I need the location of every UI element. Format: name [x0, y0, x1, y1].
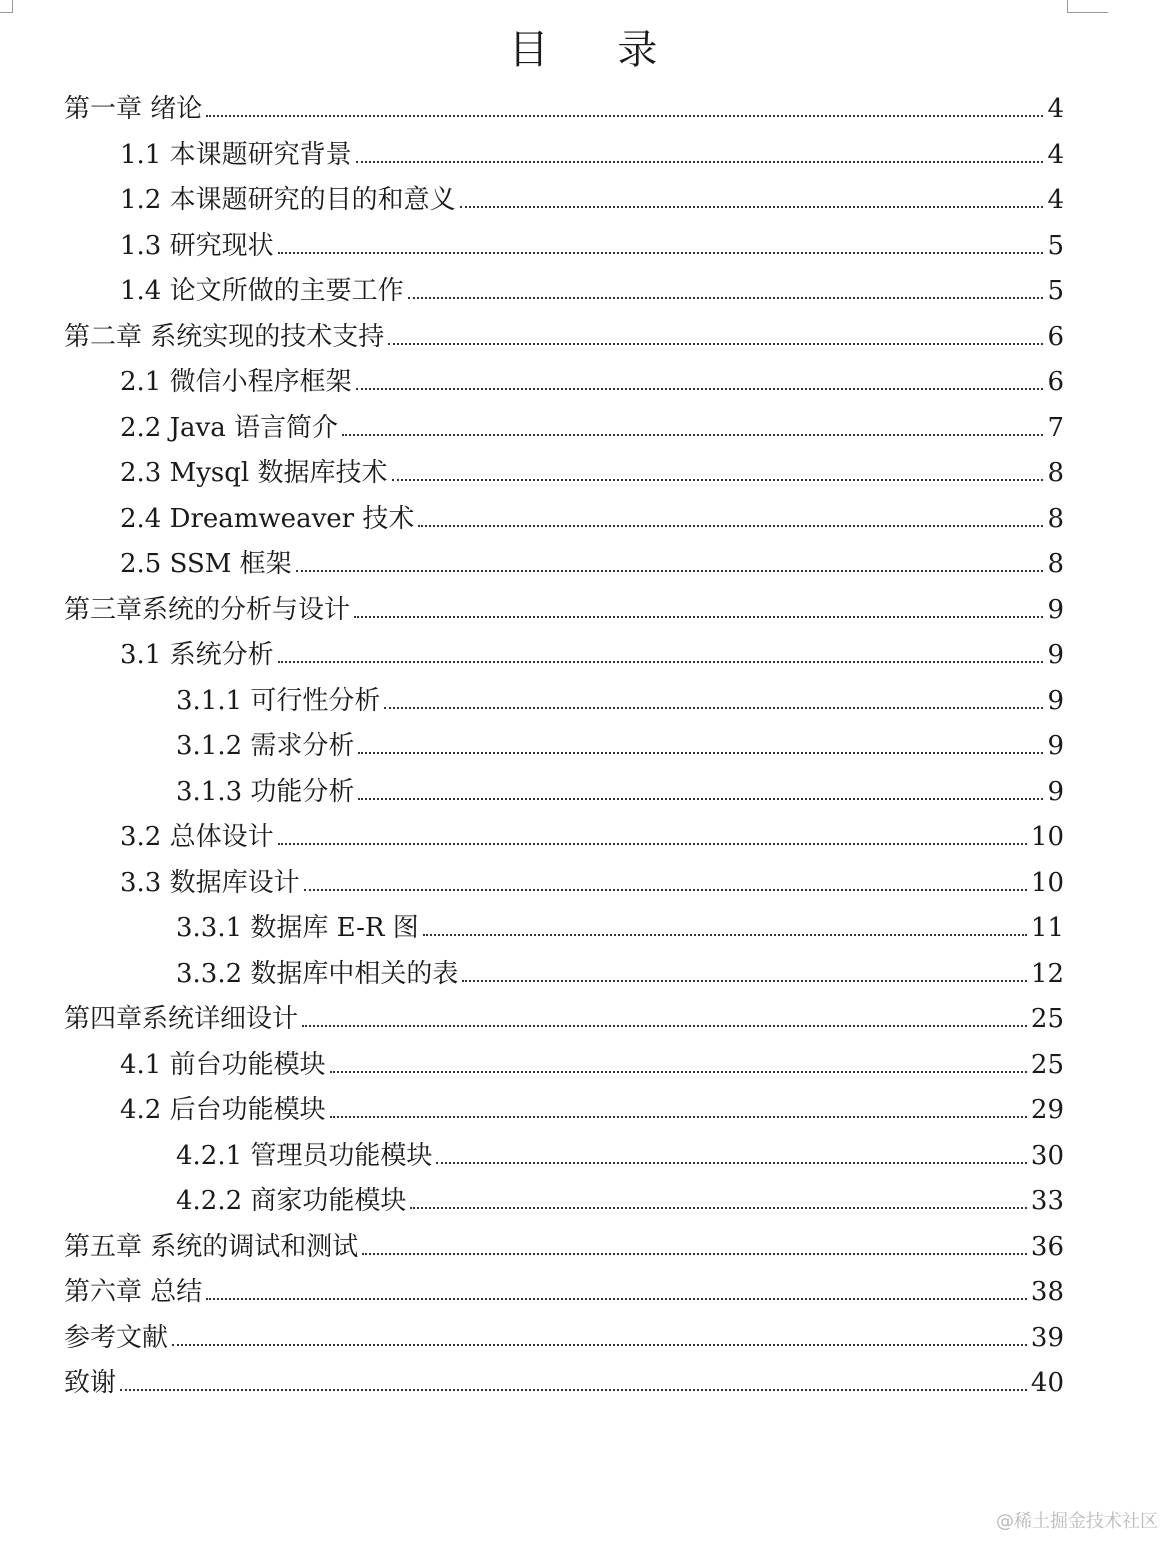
toc-entry[interactable]	[120, 491, 1064, 535]
toc-dot-leader	[356, 160, 1044, 163]
toc-dot-leader	[342, 433, 1043, 436]
toc-entry-label: 2.4 Dreamweaver 技术	[120, 503, 415, 534]
toc-entry-page-number: 33	[1030, 1186, 1064, 1216]
toc-entry[interactable]	[64, 81, 1064, 125]
toc-entry-page-number: 9	[1047, 640, 1064, 670]
toc-dot-leader	[460, 205, 1044, 208]
toc-entry[interactable]	[120, 855, 1064, 899]
page-corner-mark-right	[1067, 0, 1108, 13]
toc-entry[interactable]	[120, 400, 1064, 444]
toc-entry-label: 4.2 后台功能模块	[120, 1095, 326, 1125]
toc-entry[interactable]	[176, 1173, 1064, 1217]
toc-entry[interactable]	[120, 354, 1064, 398]
toc-entry-label: 4.2.2 商家功能模块	[176, 1186, 407, 1216]
toc-entry-page-number: 40	[1030, 1368, 1064, 1398]
toc-dot-leader	[388, 342, 1043, 345]
toc-entry[interactable]	[176, 1128, 1064, 1172]
toc-entry[interactable]	[120, 172, 1064, 216]
toc-entry-label: 3.1.2 需求分析	[176, 731, 355, 761]
toc-dot-leader	[358, 797, 1043, 800]
toc-entry[interactable]	[120, 536, 1064, 580]
toc-entry[interactable]	[64, 1264, 1064, 1308]
toc-dot-leader	[354, 615, 1043, 618]
toc-dot-leader	[462, 979, 1026, 982]
toc-entry[interactable]	[176, 946, 1064, 990]
watermark: @稀土掘金技术社区	[996, 1511, 1158, 1532]
toc-entry[interactable]	[64, 1355, 1064, 1399]
toc-entry-label: 第三章系统的分析与设计	[64, 594, 351, 625]
toc-dot-leader	[278, 842, 1027, 845]
toc-entry-label: 第一章 绪论	[64, 94, 203, 124]
toc-entry-page-number: 11	[1030, 913, 1064, 943]
toc-entry-label: 3.1.3 功能分析	[176, 776, 355, 807]
toc-entry-label: 第六章 总结	[64, 1277, 203, 1307]
toc-dot-leader	[302, 1024, 1027, 1027]
toc-dot-leader	[206, 114, 1043, 117]
toc-entry-page-number: 8	[1047, 549, 1064, 579]
toc-dot-leader	[330, 1070, 1027, 1073]
toc-entry-page-number: 10	[1030, 867, 1064, 898]
toc-entry[interactable]	[64, 1219, 1064, 1263]
toc-dot-leader	[436, 1161, 1026, 1164]
toc-entry[interactable]	[120, 127, 1064, 171]
toc-entry-label: 3.2 总体设计	[120, 822, 274, 852]
toc-entry[interactable]	[120, 218, 1064, 262]
toc-dot-leader	[408, 296, 1044, 299]
toc-dot-leader	[120, 1388, 1027, 1391]
toc-entry-page-number: 29	[1030, 1095, 1064, 1125]
toc-dot-leader	[392, 478, 1044, 481]
toc-entry-label: 3.3.1 数据库 E-R 图	[176, 913, 419, 943]
toc-entry[interactable]	[176, 673, 1064, 717]
toc-entry-label: 1.2 本课题研究的目的和意义	[120, 185, 456, 215]
toc-title: 目 录	[508, 27, 686, 73]
toc-dot-leader	[358, 751, 1043, 754]
toc-entry-label: 参考文献	[64, 1322, 169, 1353]
toc-entry[interactable]	[64, 991, 1064, 1035]
toc-entry[interactable]	[176, 764, 1064, 808]
toc-dot-leader	[330, 1115, 1027, 1118]
toc-entry-page-number: 9	[1047, 731, 1064, 761]
toc-entry-page-number: 4	[1047, 139, 1064, 170]
toc-entry-label: 4.2.1 管理员功能模块	[176, 1140, 433, 1171]
toc-entry-page-number: 36	[1030, 1231, 1064, 1262]
toc-entry-page-number: 25	[1030, 1004, 1064, 1034]
toc-dot-leader	[362, 1252, 1027, 1255]
toc-entry-label: 2.3 Mysql 数据库技术	[120, 458, 388, 488]
toc-entry-label: 1.3 研究现状	[120, 230, 274, 261]
toc-entry[interactable]	[176, 900, 1064, 944]
toc-entry[interactable]	[120, 445, 1064, 489]
toc-dot-leader	[278, 660, 1044, 663]
toc-dot-leader	[410, 1206, 1026, 1209]
toc-entry[interactable]	[64, 1310, 1064, 1354]
toc-entry-page-number: 9	[1047, 776, 1064, 807]
toc-dot-leader	[423, 933, 1027, 936]
toc-entry-label: 3.3 数据库设计	[120, 867, 300, 898]
toc-entry-page-number: 9	[1047, 685, 1064, 716]
toc-entry[interactable]	[64, 582, 1064, 626]
toc-entry-page-number: 30	[1030, 1140, 1064, 1171]
toc-dot-leader	[296, 569, 1044, 572]
toc-dot-leader	[278, 251, 1044, 254]
toc-entry[interactable]	[120, 1082, 1064, 1126]
toc-entry-label: 致谢	[64, 1368, 117, 1398]
toc-entry-page-number: 5	[1047, 230, 1064, 261]
toc-dot-leader	[206, 1297, 1027, 1300]
toc-entry-label: 1.1 本课题研究背景	[120, 139, 352, 170]
toc-entry-page-number: 8	[1047, 503, 1064, 534]
toc-entry-label: 1.4 论文所做的主要工作	[120, 276, 404, 306]
toc-entry-label: 2.5 SSM 框架	[120, 549, 292, 579]
toc-entry-page-number: 39	[1030, 1322, 1064, 1353]
toc-entry-page-number: 38	[1030, 1277, 1064, 1307]
toc-entry-page-number: 8	[1047, 458, 1064, 488]
toc-entry[interactable]	[120, 809, 1064, 853]
toc-dot-leader	[172, 1343, 1027, 1346]
toc-entry-page-number: 10	[1030, 822, 1064, 852]
toc-entry-label: 第五章 系统的调试和测试	[64, 1231, 359, 1262]
toc-entry-label: 第四章系统详细设计	[64, 1004, 299, 1034]
toc-entry[interactable]	[176, 718, 1064, 762]
toc-entry[interactable]	[120, 263, 1064, 307]
toc-entry[interactable]	[64, 309, 1064, 353]
toc-entry-page-number: 4	[1047, 94, 1064, 124]
toc-entry-label: 3.1 系统分析	[120, 640, 274, 670]
toc-entry-label: 2.1 微信小程序框架	[120, 367, 352, 397]
toc-entry-label: 4.1 前台功能模块	[120, 1049, 326, 1080]
toc-dot-leader	[418, 524, 1043, 527]
page-corner-mark-left	[0, 0, 13, 13]
toc-entry-page-number: 4	[1047, 185, 1064, 215]
toc-entry-label: 2.2 Java 语言简介	[120, 412, 338, 443]
toc-entry[interactable]	[120, 627, 1064, 671]
toc-dot-leader	[384, 706, 1043, 709]
toc-entry-page-number: 5	[1047, 276, 1064, 306]
toc-entry-page-number: 7	[1047, 412, 1064, 443]
toc-entry[interactable]	[120, 1037, 1064, 1081]
toc-entry-page-number: 6	[1047, 321, 1064, 352]
toc-dot-leader	[304, 888, 1027, 891]
toc-dot-leader	[356, 387, 1044, 390]
toc-entry-label: 3.3.2 数据库中相关的表	[176, 958, 459, 989]
toc-entry-page-number: 6	[1047, 367, 1064, 397]
toc-entry-page-number: 25	[1030, 1049, 1064, 1080]
toc-entry-page-number: 9	[1047, 594, 1064, 625]
toc-entry-label: 3.1.1 可行性分析	[176, 685, 381, 716]
toc-entry-label: 第二章 系统实现的技术支持	[64, 321, 385, 352]
toc-entry-page-number: 12	[1030, 958, 1064, 989]
